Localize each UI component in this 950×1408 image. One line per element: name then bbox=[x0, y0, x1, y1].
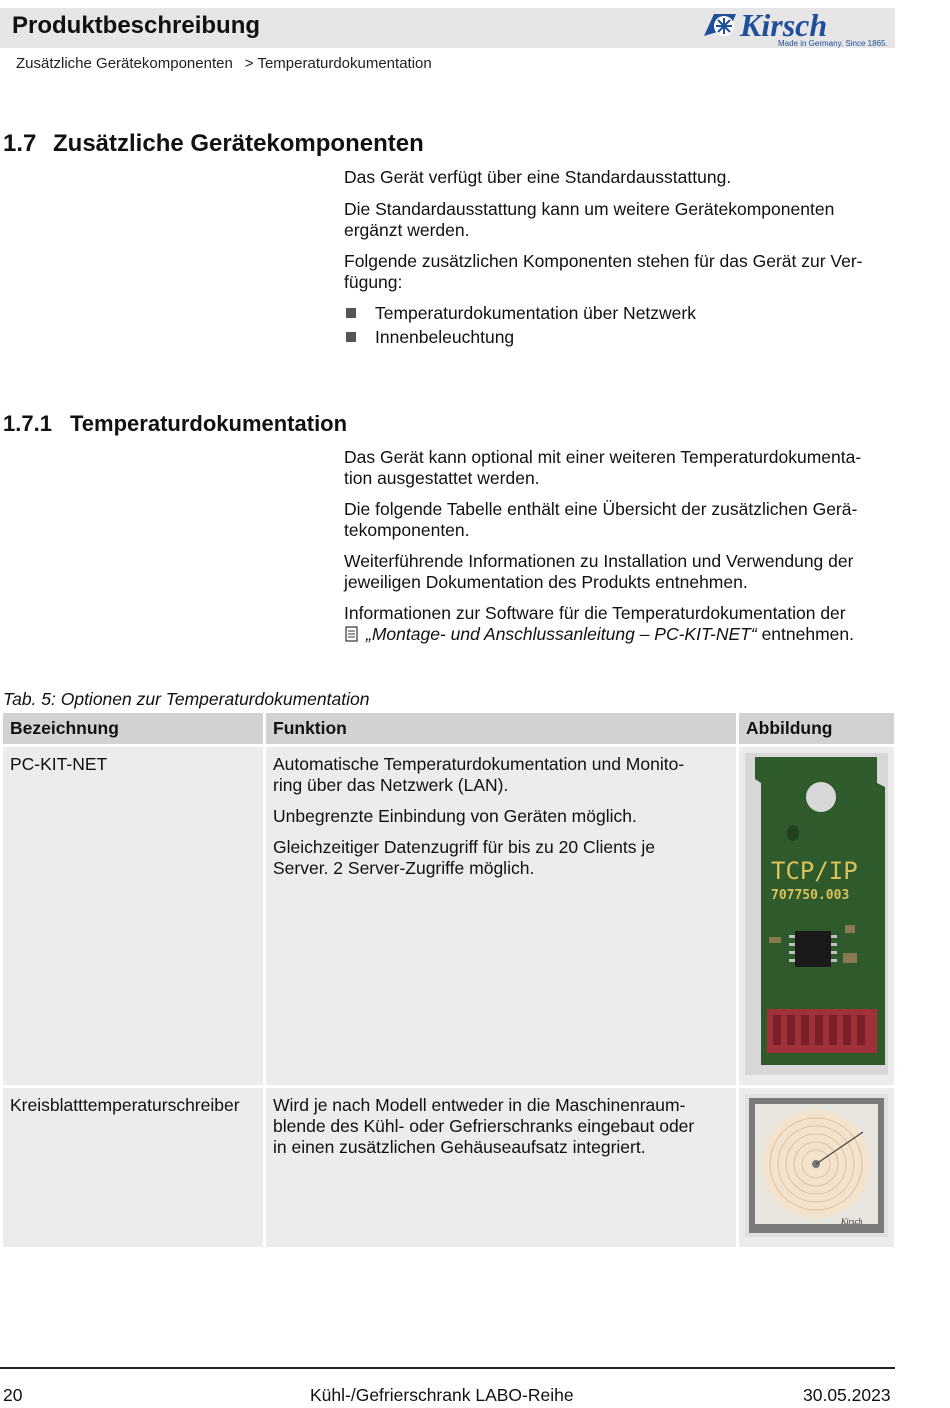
table-header-cell: Abbildung bbox=[739, 713, 894, 744]
text-line: Weiterführende Informationen zu Installation und Verwendung der bbox=[344, 551, 854, 571]
paragraph bbox=[344, 603, 896, 647]
text-line bbox=[344, 624, 896, 647]
paragraph bbox=[344, 551, 896, 593]
section-number: 1.7.1 bbox=[3, 411, 52, 436]
chart-recorder-image bbox=[745, 1094, 888, 1237]
kirsch-logo bbox=[700, 6, 890, 48]
text-line: in einen zusätzlichen Gehäuseaufsatz integriert. bbox=[273, 1137, 646, 1157]
text-line: Gleichzeitiger Datenzugriff für bis zu 20 Clients je bbox=[273, 837, 655, 857]
page-header-title: Produktbeschreibung bbox=[12, 12, 261, 39]
table-header-cell: Funktion bbox=[266, 713, 736, 744]
document-reference-icon bbox=[344, 626, 360, 647]
paragraph bbox=[344, 251, 896, 293]
function-paragraph bbox=[273, 1095, 729, 1158]
paragraph bbox=[344, 199, 896, 241]
section-number: 1.7 bbox=[3, 130, 37, 157]
table-cell-name: Kreisblatttemperaturschreiber bbox=[3, 1088, 263, 1247]
image-label-tcpip: TCP/IP bbox=[771, 857, 858, 885]
section-heading-1-7-1 bbox=[3, 411, 347, 437]
paragraph bbox=[344, 499, 896, 541]
table-header-cell: Bezeichnung bbox=[3, 713, 263, 744]
text-line: Folgende zusätzlichen Komponenten stehen für das Gerät zur Ver- bbox=[344, 251, 863, 271]
table-cell-name: PC-KIT-NET bbox=[3, 747, 263, 1085]
text-line: Das Gerät kann optional mit einer weiteren Temperaturdokumenta- bbox=[344, 447, 862, 467]
table-cell-image bbox=[739, 1088, 894, 1247]
recorder-logo-text: Kirsch bbox=[841, 1217, 863, 1226]
logo-text: Kirsch bbox=[740, 7, 828, 43]
function-paragraph bbox=[273, 837, 729, 879]
text-line: tion ausgestattet werden. bbox=[344, 468, 540, 488]
text-line: blende des Kühl- oder Gefrierschranks eingebaut oder bbox=[273, 1116, 695, 1136]
table-cell-image bbox=[739, 747, 894, 1085]
bullet-text: Temperaturdokumentation über Netzwerk bbox=[375, 303, 696, 323]
function-paragraph: Unbegrenzte Einbindung von Geräten möglich. bbox=[273, 806, 637, 826]
paragraph: Das Gerät verfügt über eine Standardausstattung. bbox=[344, 167, 732, 187]
text-line: Informationen zur Software für die Temperaturdokumentation der bbox=[344, 603, 846, 623]
logo-tagline: Made in Germany. Since 1865. bbox=[778, 39, 888, 48]
text-line: Server. 2 Server-Zugriffe möglich. bbox=[273, 858, 535, 878]
text-line: jeweiligen Dokumentation des Produkts entnehmen. bbox=[344, 572, 748, 592]
square-bullet-icon bbox=[346, 308, 356, 318]
paragraph bbox=[344, 447, 896, 489]
square-bullet-icon bbox=[346, 332, 356, 342]
breadcrumb bbox=[16, 55, 432, 72]
section-heading-1-7 bbox=[3, 130, 424, 158]
bullet-text: Innenbeleuchtung bbox=[375, 327, 515, 347]
pc-kit-net-module-image bbox=[745, 753, 888, 1075]
text-line: Die folgende Tabelle enthält eine Übersicht der zusätzlichen Gerä- bbox=[344, 499, 858, 519]
text-line: tekomponenten. bbox=[344, 520, 470, 540]
footer-divider bbox=[0, 1367, 895, 1369]
page-number: 20 bbox=[3, 1385, 23, 1405]
document-reference-link[interactable]: „Montage- und Anschlussanleitung – PC-KIT-NET“ bbox=[366, 624, 757, 644]
text-fragment: entnehmen. bbox=[756, 624, 854, 644]
section-title: Zusätzliche Gerätekomponenten bbox=[53, 130, 424, 157]
breadcrumb-part-2: > Temperaturdokumentation bbox=[244, 55, 432, 72]
text-line: fügung: bbox=[344, 272, 403, 292]
function-paragraph bbox=[273, 754, 729, 796]
text-line: Die Standardausstattung kann um weitere Gerätekomponenten bbox=[344, 199, 835, 219]
section-title: Temperaturdokumentation bbox=[70, 411, 348, 436]
footer-product-name: Kühl-/Gefrierschrank LABO-Reihe bbox=[310, 1385, 574, 1405]
footer-date: 30.05.2023 bbox=[803, 1385, 891, 1405]
table-cell-function bbox=[266, 747, 736, 1085]
text-line: ring über das Netzwerk (LAN). bbox=[273, 775, 509, 795]
text-line: Wird je nach Modell entweder in die Maschinenraum- bbox=[273, 1095, 686, 1115]
breadcrumb-part-1: Zusätzliche Gerätekomponenten bbox=[16, 55, 233, 72]
table-cell-function bbox=[266, 1088, 736, 1247]
text-line: Automatische Temperaturdokumentation und Monito- bbox=[273, 754, 685, 774]
table-caption: Tab. 5: Optionen zur Temperaturdokumentation bbox=[3, 689, 370, 709]
image-label-partnumber: 707750.003 bbox=[771, 888, 850, 903]
text-line: ergänzt werden. bbox=[344, 220, 470, 240]
